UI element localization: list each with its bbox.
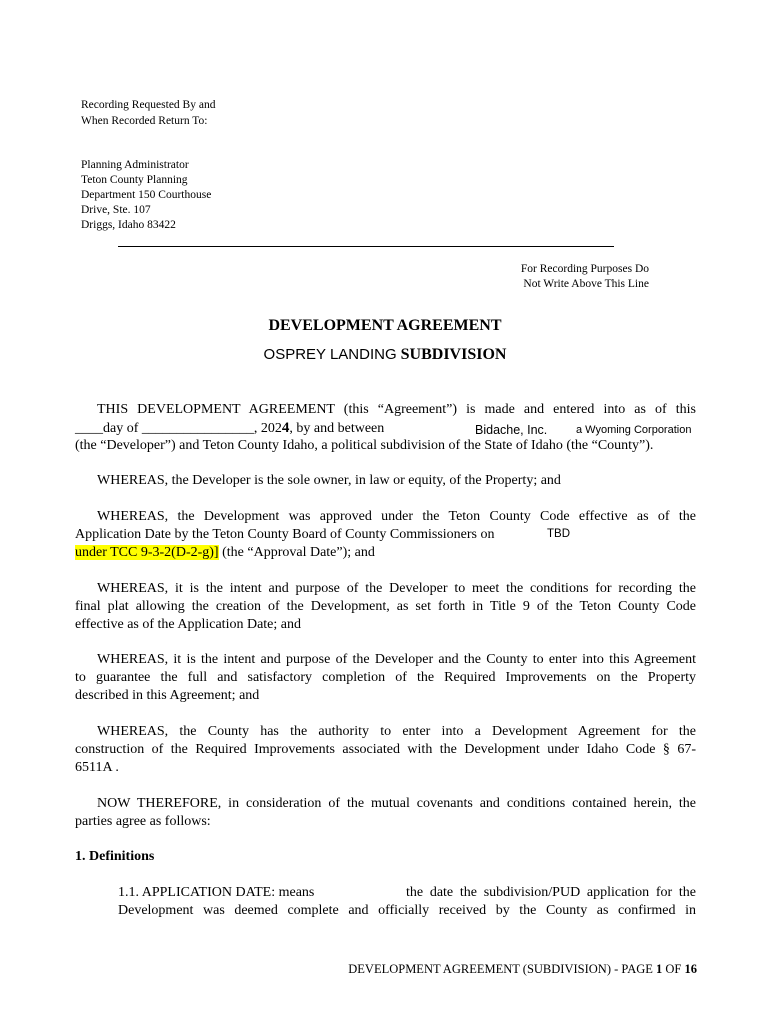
definition-application-date-text: the date the subdivision/PUD application for the [406,885,696,900]
return-address-line-1: Planning Administrator [81,159,189,171]
definition-application-date-label: 1.1. APPLICATION DATE: means [118,885,315,900]
whereas-intent-line-2: final plat allowing the creation of the Development, as set forth in Title 9 of the Teton County Code [75,599,696,614]
recording-requested-line: Recording Requested By and [81,99,216,111]
intro-line-2 [75,419,384,438]
whereas-authority-line-1: WHEREAS, the County has the authority to enter into a Development Agreement for the [97,724,696,739]
whereas-authority-line-2: construction of the Required Improvements associated with the Development under Idaho Code § 67- [75,742,696,757]
project-name: OSPREY LANDING [263,346,397,363]
return-address-line-4: Drive, Ste. 107 [81,204,151,216]
whereas-guarantee-line-2: to guarantee the full and satisfactory completion of the Required Improvements on the Property [75,670,696,685]
page-footer [348,962,697,977]
recording-divider [118,246,614,247]
intro-year-digit: 4 [281,420,290,436]
footer-page-number: 1 [656,962,663,976]
tcc-citation-highlight: under TCC 9-3-2(D-2-g)] [75,545,219,560]
developer-entity: a Wyoming Corporation [576,424,692,436]
intro-line-1: THIS DEVELOPMENT AGREEMENT (this “Agreement”) is made and entered into as of this [97,402,696,417]
recorder-note-line-1: For Recording Purposes Do [520,263,649,275]
section-definitions-heading: 1. Definitions [75,849,155,864]
document-subtitle [0,346,770,364]
document-title: DEVELOPMENT AGREEMENT [268,317,502,334]
whereas-owner: WHEREAS, the Developer is the sole owner, in law or equity, of the Property; and [97,473,561,488]
return-address-line-5: Driggs, Idaho 83422 [81,219,176,231]
now-therefore-line-1: NOW THEREFORE, in consideration of the mutual covenants and conditions contained herein, the [97,796,696,811]
whereas-intent-line-3: effective as of the Application Date; and [75,617,301,632]
intro-date-blank: ____day of ________________, 202 [75,421,282,436]
whereas-approval-line-1: WHEREAS, the Development was approved under the Teton County Code effective as of the [97,509,696,524]
whereas-intent-line-1: WHEREAS, it is the intent and purpose of the Developer to meet the conditions for recording the [97,581,696,596]
recording-return-line: When Recorded Return To: [81,115,208,127]
definition-application-date-line-2: Development was deemed complete and officially received by the County as confirmed in [118,903,696,918]
footer-label: DEVELOPMENT AGREEMENT (SUBDIVISION) - PAGE [348,962,657,976]
whereas-guarantee-line-1: WHEREAS, it is the intent and purpose of the Developer and the County to enter into this Agreement [97,652,696,667]
recorder-note-line-2: Not Write Above This Line [523,278,649,290]
whereas-approval-line-2: Application Date by the Teton County Board of County Commissioners on [75,527,495,542]
developer-name: Bidache, Inc. [475,423,548,437]
whereas-authority-line-3: 6511A . [75,760,119,775]
return-address-line-3: Department 150 Courthouse [81,189,212,201]
subtitle-suffix: SUBDIVISION [400,346,507,363]
intro-by-between: , by and between [289,421,385,436]
approval-date-value: TBD [547,528,570,540]
footer-of: OF [662,962,685,976]
approval-date-definition: (the “Approval Date”); and [218,545,375,560]
now-therefore-line-2: parties agree as follows: [75,814,211,829]
return-address-line-2: Teton County Planning [81,174,188,186]
whereas-guarantee-line-3: described in this Agreement; and [75,688,260,703]
intro-line-3: (the “Developer”) and Teton County Idaho, a political subdivision of the State of Idaho (the “County”). [75,438,654,453]
whereas-approval-line-3 [75,544,375,562]
footer-total-pages: 16 [684,962,697,976]
